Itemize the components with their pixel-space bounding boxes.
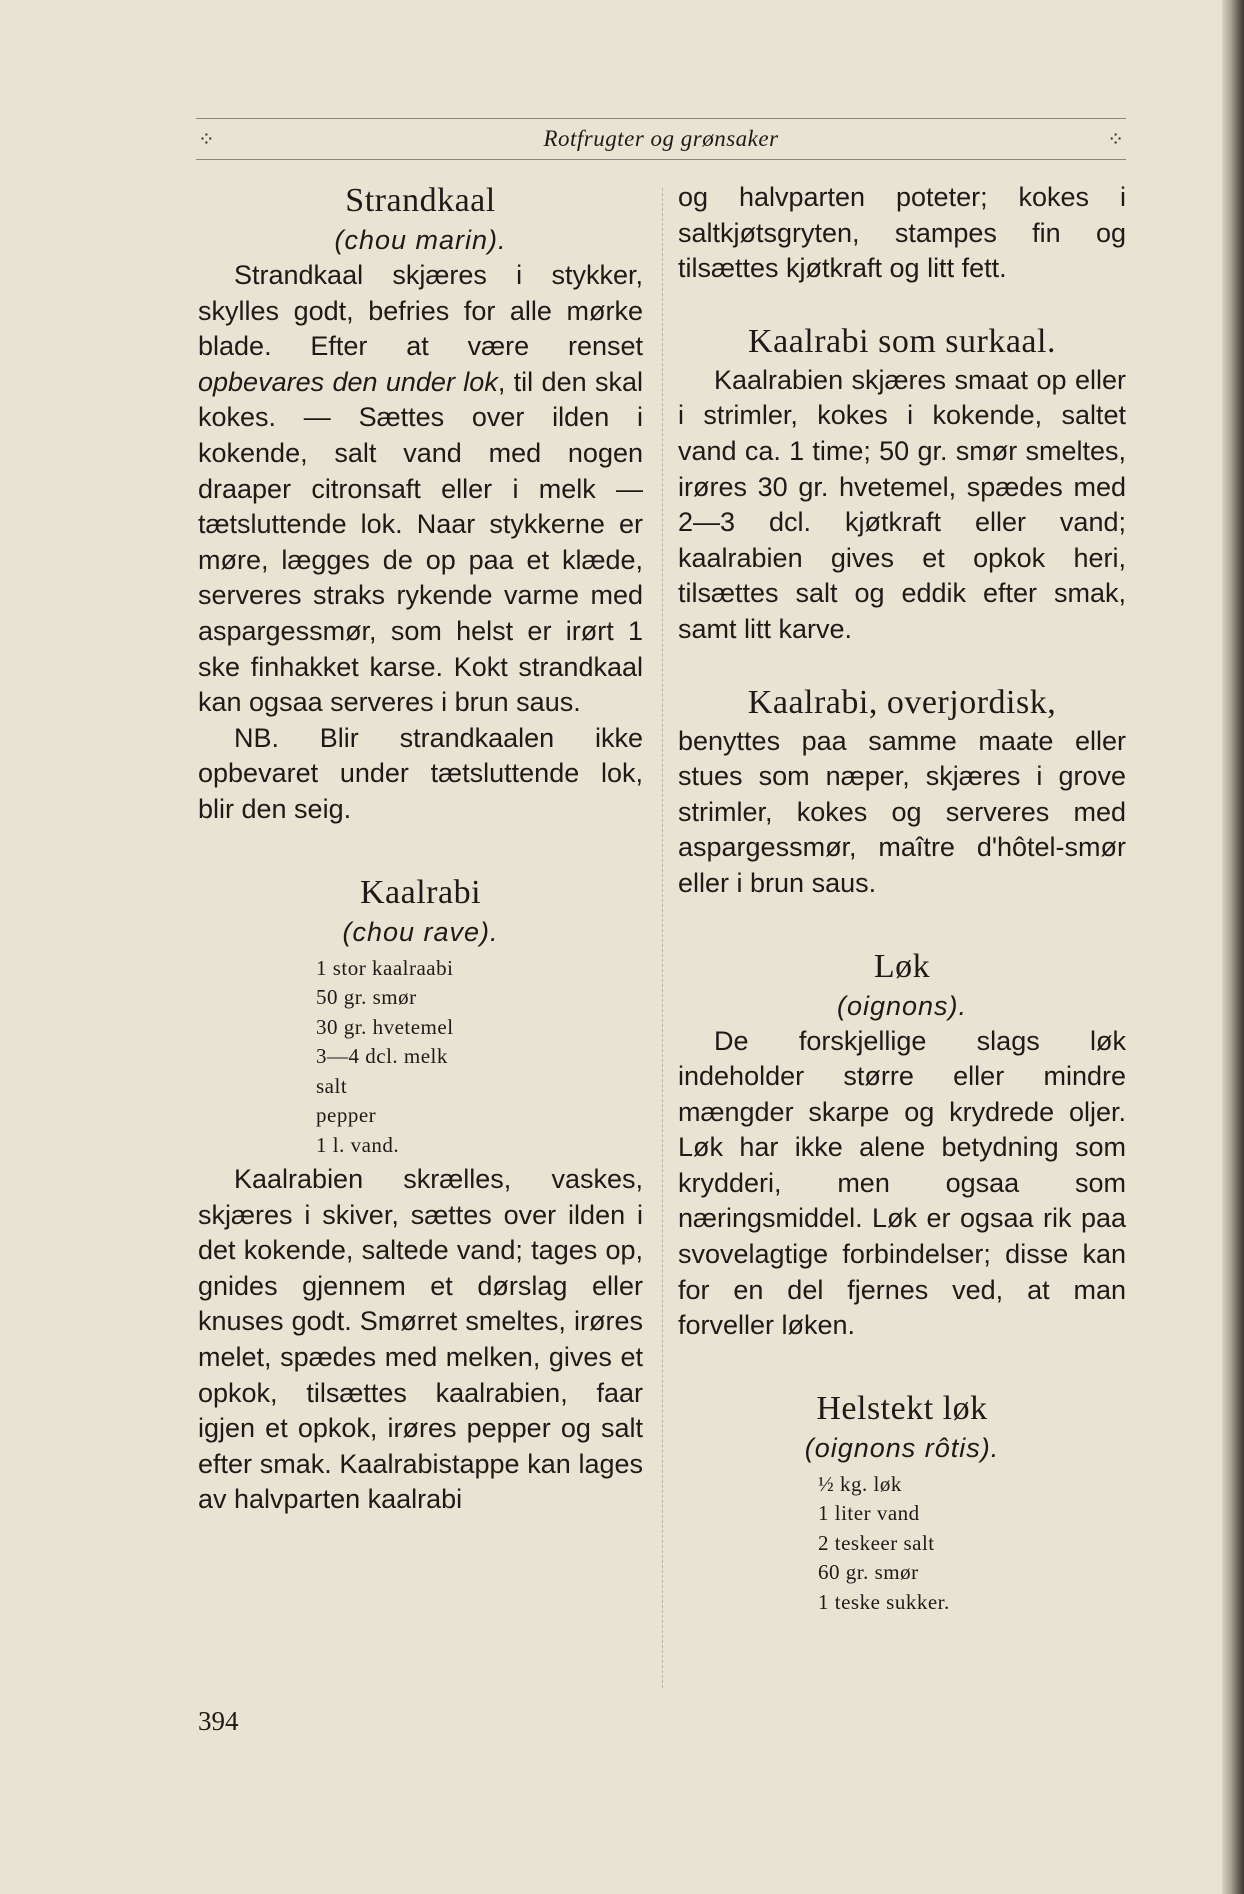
left-column: [198, 180, 643, 1518]
column-divider: [662, 188, 663, 1688]
ingredient-item: 30 gr. hvetemel: [316, 1014, 454, 1039]
strandkaal-subtitle: (chou marin).: [334, 225, 507, 255]
ingredient-item: 50 gr. smør: [316, 985, 417, 1009]
strandkaal-text-part-1: Strandkaal skjæres i stykker, skylles godt, befries for alle mørke blade. Efter at være renset: [198, 260, 643, 362]
ornament-right-icon: ⁘: [1107, 128, 1124, 151]
ingredient-item: 1 stor kaalraabi: [316, 955, 454, 980]
right-column: [678, 180, 1126, 1619]
ingredient-item: 3—4 dcl. melk: [316, 1044, 448, 1068]
kaalrabi-ingredient-list: [316, 954, 643, 1161]
strandkaal-title: Strandkaal: [345, 182, 496, 219]
running-header: [196, 118, 1126, 160]
lok-subtitle: (oignons).: [836, 990, 968, 1021]
helstekt-subtitle: (oignons rôtis).: [804, 1432, 1000, 1463]
running-title: Rotfrugter og grønsaker: [543, 126, 779, 151]
strandkaal-text: [198, 258, 643, 721]
kaalrabi-subtitle: (chou rave).: [342, 916, 499, 947]
overjordisk-text: benyttes paa samme maate eller stues som næper, skjæres i grove strimler, kokes og serveres med aspargessmør, maître d'hôtel-smør eller i brun saus.: [678, 725, 1126, 898]
ornament-left-icon: ⁘: [198, 128, 215, 151]
helstekt-title: Helstekt løk: [816, 1389, 988, 1427]
kaalrabi-text: Kaalrabien skrælles, vaskes, skjæres i skiver, sættes over ilden i det kokende, saltede vand; tages op, gnides gjennem et dørslag eller knuses godt. Smørret smeltes, irøres melet, spædes med melken, gives et opkok, tilsættes kaalrabien, faar igjen et opkok, irøres pepper og salt efter smak. Kaalrabistappe kan lages av halvparten kaalrabi: [198, 1164, 643, 1515]
kaalrabi-title: Kaalrabi: [359, 873, 482, 911]
surkaal-text: Kaalrabien skjæres smaat op eller i strimler, kokes i kokende, saltet vand ca. 1 time; 50 gr. smør smeltes, irøres 30 gr. hvetemel, spædes med 2—3 dcl. kjøtkraft eller vand; kaalrabien gives et opkok heri, tilsættes salt og eddik efter smak, samt litt karve.: [678, 364, 1126, 644]
page-edge-shadow: [1222, 0, 1244, 1894]
continuation-text: og halvparten poteter; kokes i saltkjøtsgryten, stampes fin og tilsættes kjøtkraft og litt fett.: [678, 182, 1126, 284]
strandkaal-text-part-2: , til den skal kokes. — Sættes over ilden i kokende, salt vand med nogen draaper citronsaft eller i melk — tætsluttende lok. Naar stykkerne er møre, lægges de op paa et klæde, serveres straks rykende varme med aspargessmør, som helst er irørt 1 ske finhakket karse. Kokt strandkaal kan ogsaa serveres i brun saus.: [198, 366, 643, 718]
strandkaal-text-emphasis: opbevares den under lok: [198, 366, 498, 397]
strandkaal-nb: NB. Blir strandkaalen ikke opbevaret under tætsluttende lok, blir den seig.: [198, 722, 643, 824]
ingredient-item: pepper: [316, 1103, 377, 1127]
ingredient-item: 1 l. vand.: [316, 1132, 400, 1157]
page-number: 394: [198, 1706, 239, 1736]
overjordisk-title: Kaalrabi, overjordisk,: [747, 683, 1057, 721]
lok-title: Løk: [873, 947, 931, 985]
ingredient-item: salt: [316, 1073, 348, 1098]
surkaal-title: Kaalrabi som surkaal.: [748, 322, 1056, 360]
ingredient-item: 60 gr. smør: [818, 1560, 919, 1585]
helstekt-ingredient-list: [818, 1470, 1126, 1618]
lok-text: De forskjellige slags løk indeholder større eller mindre mængder skarpe og krydrede oljer. Løk har ikke alene betydning som krydderi, men ogsaa som næringsmiddel. Løk er ogsaa rik paa svovelagtige forbindelser; disse kan for en del fjernes ved, at man forveller løken.: [678, 1025, 1126, 1341]
ingredient-item: 2 teskeer salt: [818, 1530, 935, 1555]
ingredient-item: 1 teske sukker.: [818, 1589, 950, 1614]
ingredient-item: 1 liter vand: [818, 1501, 920, 1526]
ingredient-item: ½ kg. løk: [818, 1471, 902, 1496]
